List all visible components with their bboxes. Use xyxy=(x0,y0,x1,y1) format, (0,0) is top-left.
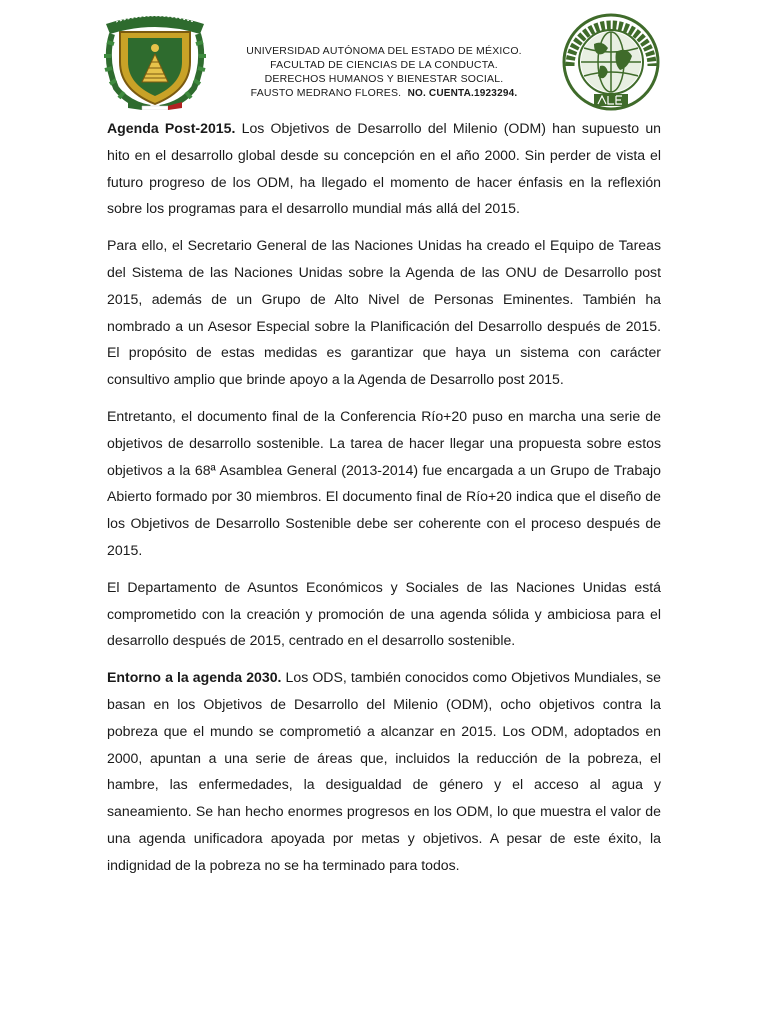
header-line-author xyxy=(222,86,546,101)
uaem-shield-logo-icon xyxy=(98,10,212,110)
header-line-university: UNIVERSIDAD AUTÓNOMA DEL ESTADO DE MÉXICO. xyxy=(246,45,522,57)
paragraph-text: Los Objetivos de Desarrollo del Milenio (ODM) han supuesto un hito en el desarrollo global desde su concepción en el año 2000. Sin perder de vista el futuro progreso de los ODM, ha llegado el momento de hacer énfasis en la reflexión sobre los programas para el desarrollo mundial más allá del 2015. xyxy=(107,120,661,217)
document-header xyxy=(0,0,768,112)
header-line-faculty: FACULTAD DE CIENCIAS DE LA CONDUCTA. xyxy=(270,59,498,71)
paragraph-text: Los ODS, también conocidos como Objetivos Mundiales, se basan en los Objetivos de Desarrollo del Milenio (ODM), ocho objetivos contra la pobreza que el mundo se comprometió a alcanzar en 2015. Los ODM, adoptados en 2000, apuntan a una serie de áreas que, incluidos la reducción de la pobreza, el hambre, las enfermedades, la desigualdad de género y el acceso al agua y saneamiento. Se han hecho enormes progresos en los ODM, lo que muestra el valor de una agenda unificadora apoyada por metas y objetivos. A pesar de este éxito, la indignidad de la pobreza no se ha terminado para todos. xyxy=(107,669,661,873)
paragraph-departamento-asuntos xyxy=(107,574,661,654)
paragraph-entorno-agenda-2030 xyxy=(107,664,661,878)
institution-header xyxy=(222,44,546,101)
section-heading-agenda-post-2015: Agenda Post-2015. xyxy=(107,120,236,136)
account-number: NO. CUENTA.1923294. xyxy=(407,88,518,99)
header-line-program: DERECHOS HUMANOS Y BIENESTAR SOCIAL. xyxy=(264,73,504,85)
section-heading-entorno-agenda-2030: Entorno a la agenda 2030. xyxy=(107,669,282,686)
paragraph-secretario-general xyxy=(107,232,661,393)
paragraph-text: El Departamento de Asuntos Económicos y Sociales de las Naciones Unidas está comprometido con la creación y promoción de una agenda sólida y ambiciosa para el desarrollo después de 2015, centrado en el desarrollo sostenible. xyxy=(107,578,661,649)
paragraph-rio-20 xyxy=(107,403,661,564)
author-name: FAUSTO MEDRANO FLORES. xyxy=(250,87,402,99)
paragraph-text: Para ello, el Secretario General de las Naciones Unidas ha creado el Equipo de Tareas del Sistema de las Naciones Unidas sobre la Agenda de las ONU de Desarrollo post 2015, además de un Grupo de Alto Nivel de Personas Eminentes. También ha nombrado a un Asesor Especial sobre la Planificación del Desarrollo después de 2015. El propósito de estas medidas es garantizar que haya un sistema con carácter consultivo amplio que brinde apoyo a la Agenda de Desarrollo post 2015. xyxy=(107,237,661,388)
paragraph-text: Entretanto, el documento final de la Conferencia Río+20 puso en marcha una serie de objetivos de desarrollo sostenible. La tarea de hacer llegar una propuesta sobre estos objetivos a la 68ª Asamblea General (2013-2014) fue encargada a un Grupo de Trabajo Abierto formado por 30 miembros. El documento final de Río+20 indica que el diseño de los Objetivos de Desarrollo Sostenible debe ser coherente con el proceso después de 2015. xyxy=(107,407,661,558)
facultad-ciencias-conducta-seal-icon xyxy=(560,12,662,112)
paragraph-agenda-post-2015 xyxy=(107,115,661,222)
document-body xyxy=(107,115,661,889)
